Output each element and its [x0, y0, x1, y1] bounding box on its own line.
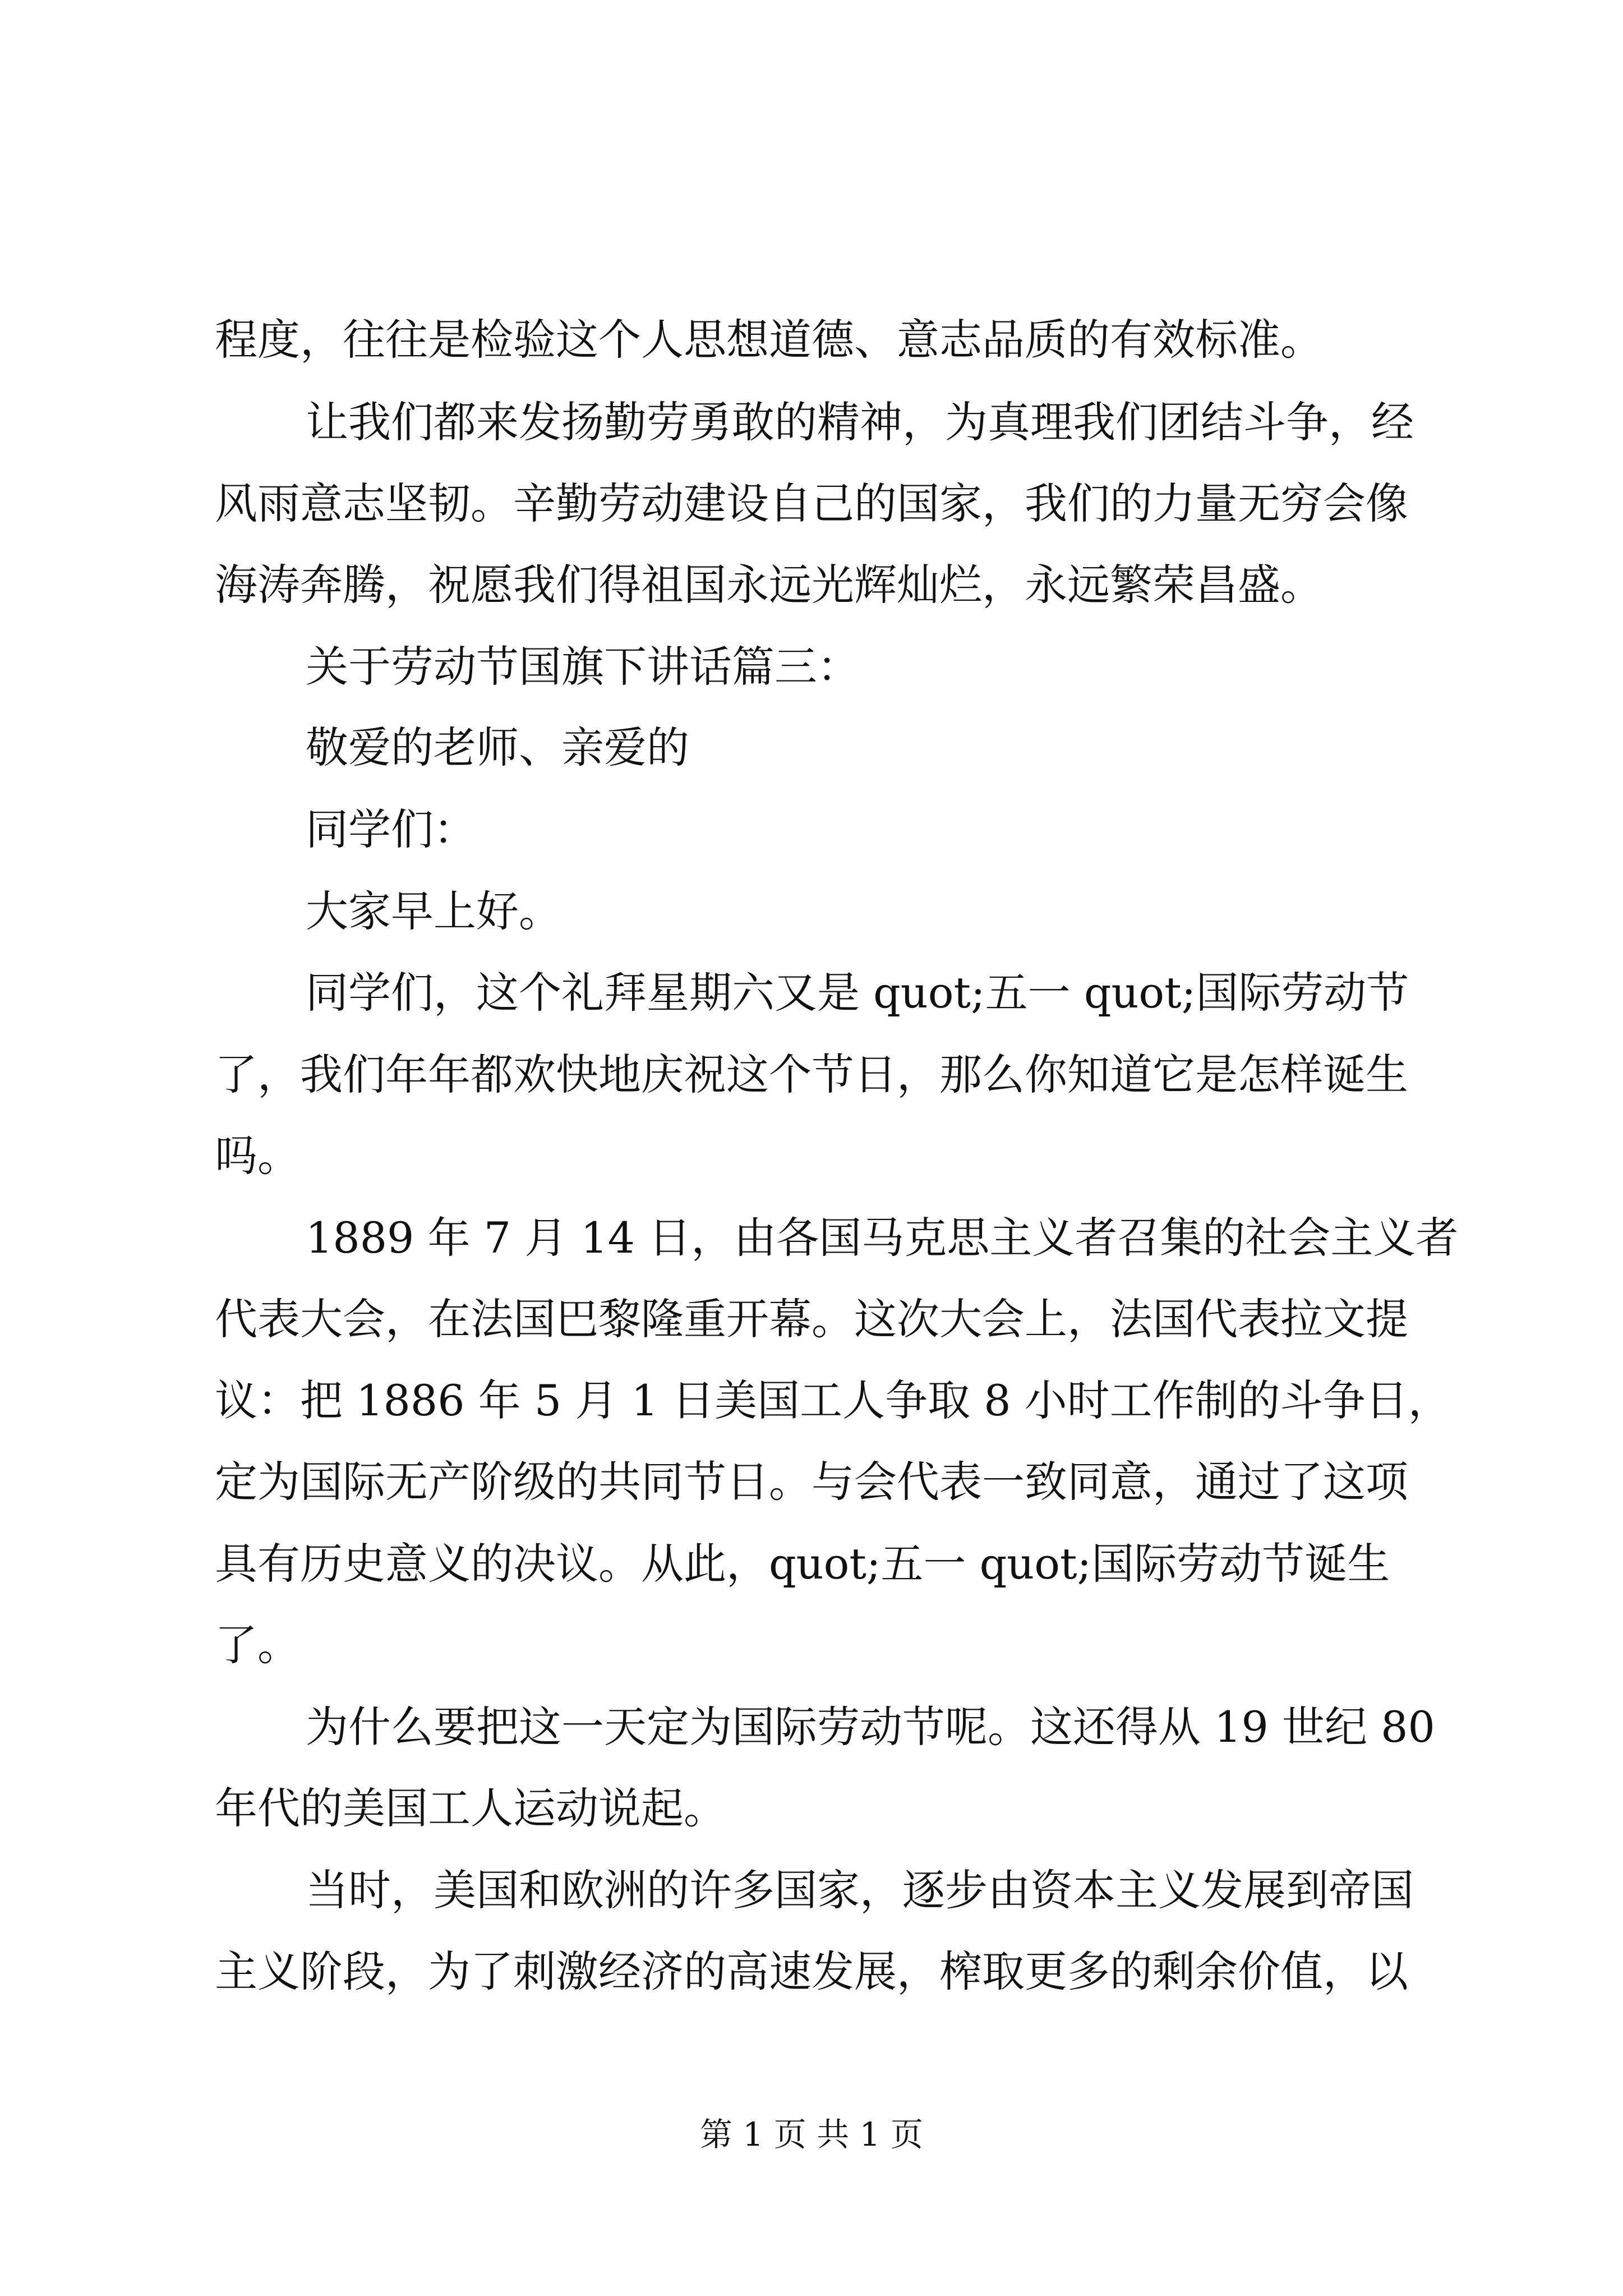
- text-line: 同学们：: [306, 804, 476, 854]
- text-line: 了，我们年年都欢快地庆祝这个节日，那么你知道它是怎样诞生: [215, 1050, 1408, 1099]
- text-line: 1889 年 7 月 14 日，由各国马克思主义者召集的社会主义者: [306, 1213, 1459, 1263]
- section-heading: 关于劳动节国旗下讲话篇三：: [306, 642, 860, 692]
- text-line: 海涛奔腾，祝愿我们得祖国永远光辉灿烂，永远繁荣昌盛。: [215, 560, 1323, 610]
- text-line: 同学们，这个礼拜星期六又是 quot;五一 quot;国际劳动节: [306, 968, 1409, 1018]
- text-line: 议：把 1886 年 5 月 1 日美国工人争取 8 小时工作制的斗争日，: [215, 1375, 1451, 1425]
- text-line: 风雨意志坚韧。辛勤劳动建设自己的国家，我们的力量无穷会像: [215, 478, 1408, 528]
- text-line: 了。: [215, 1620, 300, 1670]
- text-line: 程度，往往是检验这个人思想道德、意志品质的有效标准。: [215, 315, 1323, 365]
- text-line: 具有历史意义的决议。从此，quot;五一 quot;国际劳动节诞生: [215, 1539, 1390, 1589]
- text-line: 敬爱的老师、亲爱的: [306, 723, 689, 772]
- text-line: 吗。: [215, 1131, 300, 1181]
- text-line: 大家早上好。: [306, 886, 561, 936]
- text-line: 当时，美国和欧洲的许多国家，逐步由资本主义发展到帝国: [306, 1865, 1414, 1915]
- text-line: 定为国际无产阶级的共同节日。与会代表一致同意，通过了这项: [215, 1457, 1408, 1507]
- text-line: 代表大会，在法国巴黎隆重开幕。这次大会上，法国代表拉文提: [215, 1294, 1408, 1344]
- page-footer: 第 1 页 共 1 页: [700, 2115, 923, 2154]
- text-line: 让我们都来发扬勤劳勇敢的精神，为真理我们团结斗争，经: [306, 397, 1414, 447]
- text-line: 年代的美国工人运动说起。: [215, 1783, 726, 1833]
- text-line: 主义阶段，为了刺激经济的高速发展，榨取更多的剩余价值，以: [215, 1947, 1408, 1996]
- text-line: 为什么要把这一天定为国际劳动节呢。这还得从 19 世纪 80: [306, 1702, 1435, 1752]
